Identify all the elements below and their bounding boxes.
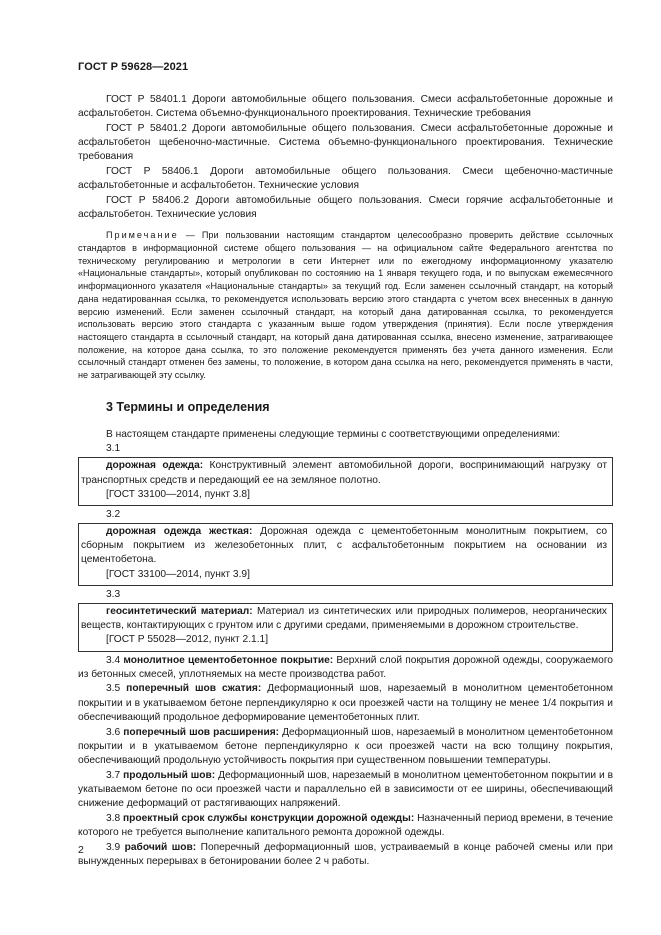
term-definition xyxy=(81,525,607,568)
term-number: 3.3 xyxy=(106,588,121,600)
term-text: Деформационный шов, нарезаемый в монолитном цементобетонном покрытии и в укатываемом бетоне перпендикулярно к оси проезжей части на всю толщину покрытия, обеспечивающий продольную устойчивость покрытия при существенном повышении температуры. xyxy=(78,726,613,766)
term-name: дорожная одежда жесткая: xyxy=(106,526,253,538)
term-number: 3.9 xyxy=(106,841,121,853)
term-box xyxy=(78,457,613,506)
section-title: 3 Термины и определения xyxy=(106,399,270,414)
term-definition xyxy=(81,459,607,487)
term-number: 3.2 xyxy=(106,509,121,521)
document-body xyxy=(78,93,613,870)
term-name: рабочий шов: xyxy=(124,841,197,853)
term-text: Деформационный шов, нарезаемый в монолитном цементобетонном покрытии и в укатываемом бетоне перпендикулярно к оси проезжей части на толщину не менее 1/4 покрытия и обеспечивающий продольное деформирование цементобетонных плит. xyxy=(78,683,613,723)
reference-entry: ГОСТ Р 58406.2 Дороги автомобильные общего пользования. Смеси горячие асфальтобетонные и асфальтобетон. Технические условия xyxy=(78,194,613,221)
note-label: Примечание xyxy=(106,230,179,241)
term-name: геосинтетический материал: xyxy=(106,605,253,617)
term-text: Материал из синтетических или природных полимеров, неорганических веществ, контактирующих с грунтом или с другими средами, применяемыми в дорожном строительстве. xyxy=(81,605,607,632)
term-name: поперечный шов сжатия: xyxy=(126,683,262,695)
reference-entry: ГОСТ Р 58406.1 Дороги автомобильные общего пользования. Смеси щебеночно-мастичные асфальтобетонные и асфальтобетон. Технические условия xyxy=(78,166,613,192)
term-entry xyxy=(78,726,613,769)
section-intro: В настоящем стандарте применены следующие термины с соответствующими определениями: xyxy=(106,428,561,440)
term-number: 3.7 xyxy=(106,769,121,781)
term-entry xyxy=(78,654,613,682)
term-definition xyxy=(81,605,607,633)
term-entry xyxy=(78,769,613,812)
document-header: ГОСТ Р 59628—2021 xyxy=(78,61,189,73)
term-reference: [ГОСТ 33100—2014, пункт 3.9] xyxy=(106,568,250,580)
term-text: Конструктивный элемент автомобильной дороги, воспринимающий нагрузку от транспортных средств и передающий ее на земляное полотно. xyxy=(81,460,607,486)
reference-entry: ГОСТ Р 58401.1 Дороги автомобильные общего пользования. Смеси асфальтобетонные дорожные и асфальтобетон. Система объемно-функционального проектирования. Технические требования xyxy=(78,94,613,120)
term-name: продольный шов: xyxy=(123,769,216,781)
term-box xyxy=(78,523,613,586)
term-text: Деформационный шов, нарезаемый в монолитном цементобетонном покрытии и в укатываемом бетоне по оси проезжей части и параллельно ей в зависимости от ее ширины, обеспечивающий снижение деформаций от растягивающих напряжений. xyxy=(78,769,613,810)
term-number: 3.4 xyxy=(106,654,121,666)
note-text: — При пользовании настоящим стандартом целесообразно проверить действие ссылочных стандартов в информационной системе общего пользования — на официальном сайте Федерального агентства по техническому регулированию и метрологии в сети Интернет или по ежегодному информационному указателю «Национальные стандарты», который опубликован по состоянию на 1 января текущего года, и по выпускам ежемесячного информационного указателя «Национальные стандарты» за текущий год. Если заменен ссылочный стандарт, на который дана недатированная ссылка, то рекомендуется использовать версию этого стандарта с учетом всех внесенных в данную версию изменений. Если заменен ссылочный стандарт, на который дана датированная ссылка, то рекомендуется использовать версию этого стандарта с указанным выше годом утверждения (принятия). Если после утверждения настоящего стандарта в ссылочный стандарт, на который дана датированная ссылка, внесено изменение, затрагивающее положение, на которое дана ссылка, то это положение рекомендуется применять без учета данного изменения. Если ссылочный стандарт отменен без замены, то положение, в котором дана ссылка на него, рекомендуется применять в части, не затрагивающей эту ссылку. xyxy=(78,230,613,381)
page-number: 2 xyxy=(78,844,84,856)
term-number: 3.6 xyxy=(106,726,121,738)
term-text: Дорожная одежда с цементобетонным монолитным покрытием, со сборным покрытием из железобетонных плит, с асфальтобетонным покрытием на основании из цементобетона. xyxy=(81,526,607,566)
term-name: дорожная одежда: xyxy=(106,460,204,472)
term-name: монолитное цементобетонное покрытие: xyxy=(123,654,334,666)
term-number: 3.1 xyxy=(106,443,121,455)
note-paragraph xyxy=(78,229,613,381)
term-name: проектный срок службы конструкции дорожной одежды: xyxy=(123,812,415,824)
term-entry xyxy=(78,841,613,869)
term-reference: [ГОСТ 33100—2014, пункт 3.8] xyxy=(106,488,250,500)
term-reference: [ГОСТ Р 55028—2012, пункт 2.1.1] xyxy=(106,634,269,646)
reference-entry: ГОСТ Р 58401.2 Дороги автомобильные общего пользования. Смеси асфальтобетонные дорожные и асфальтобетон щебеночно-мастичные. Система объемно-функционального проектирования. Технические требования xyxy=(78,122,613,163)
term-entry xyxy=(78,812,613,840)
term-number: 3.5 xyxy=(106,683,121,695)
term-box xyxy=(78,603,613,652)
term-entry xyxy=(78,682,613,725)
term-number: 3.8 xyxy=(106,812,121,824)
term-text: Назначенный период времени, в течение которого не требуется выполнение капитального ремонта дорожной одежды. xyxy=(78,812,614,838)
term-text: Поперечный деформационный шов, устраиваемый в конце рабочей смены или при вынужденных перерывах в бетонировании более 2 ч работы. xyxy=(78,841,613,867)
term-text: Верхний слой покрытия дорожной одежды, сооружаемого из бетонных смесей, уплотняемых на месте производства работ. xyxy=(78,654,613,680)
term-name: поперечный шов расширения: xyxy=(123,726,280,738)
